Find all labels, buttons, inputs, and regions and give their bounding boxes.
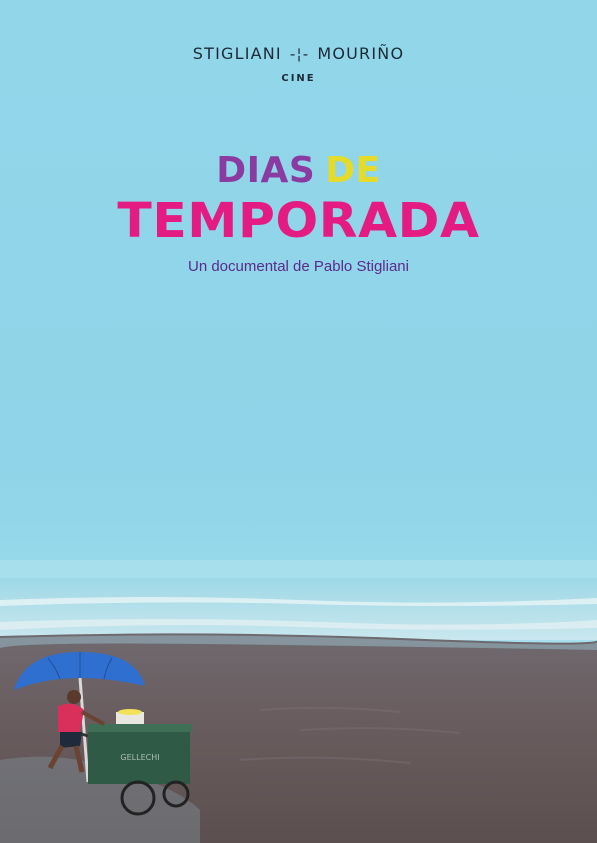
title-word-dias: DIAS — [216, 150, 316, 191]
brand-separator-icon: -¦- — [289, 45, 310, 63]
production-brand — [0, 44, 597, 63]
title-line-2: TEMPORADA — [117, 193, 480, 249]
surf-band — [0, 578, 597, 640]
subtitle: Un documental de Pablo Stigliani — [188, 258, 409, 275]
brand-right: MOURIÑO — [317, 44, 405, 63]
beach-scene — [0, 560, 597, 843]
brand-left: STIGLIANI — [192, 44, 282, 63]
title-word-de: DE — [325, 150, 381, 191]
title-line-1 — [0, 150, 597, 191]
brand-sub: CINE — [281, 73, 316, 84]
svg-text:GELLECHI: GELLECHI — [120, 753, 160, 762]
